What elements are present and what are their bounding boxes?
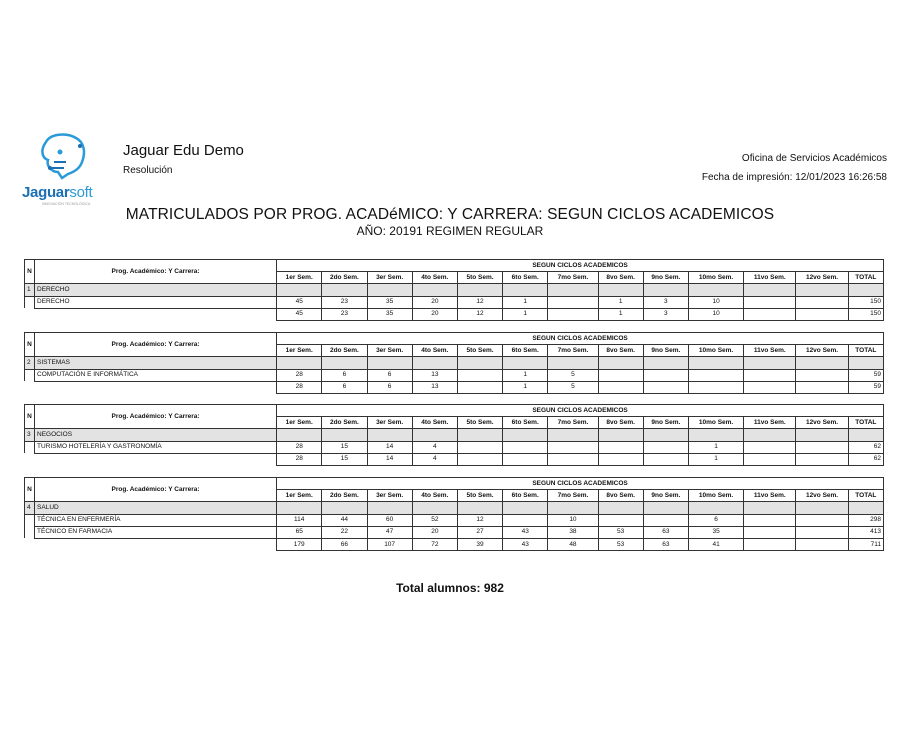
program-table <box>24 404 884 466</box>
cycle-value: 60 <box>367 514 412 526</box>
row-number-cell <box>25 441 35 453</box>
col-header-cycle: 12vo Sem. <box>796 272 848 284</box>
table-header-row <box>25 478 884 490</box>
jaguar-head-icon <box>36 132 96 184</box>
subtotal-row <box>25 308 884 320</box>
col-header-total: TOTAL <box>848 345 883 357</box>
category-row <box>25 357 884 369</box>
cycle-value: 44 <box>322 514 367 526</box>
empty-cell <box>503 284 548 296</box>
career-name: TURISMO HOTELERÍA Y GASTRONOMÍA <box>35 441 277 453</box>
table-row <box>25 296 884 308</box>
empty-cell <box>548 429 598 441</box>
subtotal-value: 5 <box>548 381 598 393</box>
category-row <box>25 502 884 514</box>
empty-cell <box>367 429 412 441</box>
row-number-cell <box>25 514 35 526</box>
col-header-cycle: 10mo Sem. <box>688 272 743 284</box>
cycle-value: 1 <box>503 369 548 381</box>
cycle-value: 28 <box>277 369 322 381</box>
cycle-value: 27 <box>457 526 502 538</box>
col-header-cycle: 1er Sem. <box>277 345 322 357</box>
logo-tagline: INNOVACIÓN TECNOLÓGICA <box>42 202 91 206</box>
cycle-value: 53 <box>598 526 643 538</box>
subtotal-value: 23 <box>322 308 367 320</box>
category-number: 3 <box>25 429 35 441</box>
subtotal-value <box>598 453 643 465</box>
program-table <box>24 259 884 321</box>
cycle-value: 114 <box>277 514 322 526</box>
blank-cell <box>35 453 277 465</box>
subtotal-value: 1 <box>688 453 743 465</box>
col-header-cycle: 2do Sem. <box>322 417 367 429</box>
cycle-value: 3 <box>643 296 688 308</box>
col-header-cycle: 7mo Sem. <box>548 490 598 502</box>
subtotal-value <box>598 381 643 393</box>
table-row <box>25 441 884 453</box>
row-total: 59 <box>848 369 883 381</box>
col-header-cycle: 9no Sem. <box>643 345 688 357</box>
subtotal-value <box>643 453 688 465</box>
empty-cell <box>796 502 848 514</box>
subtotal-value: 63 <box>643 538 688 550</box>
subtotal-value: 14 <box>367 453 412 465</box>
empty-cell <box>744 284 796 296</box>
empty-cell <box>412 429 457 441</box>
empty-cell <box>848 284 883 296</box>
cycle-value: 38 <box>548 526 598 538</box>
subtotal-value <box>643 381 688 393</box>
col-header-cycle: 6to Sem. <box>503 272 548 284</box>
empty-cell <box>412 357 457 369</box>
career-name: TÉCNICA EN ENFERMERÍA <box>35 514 277 526</box>
subtotal-value <box>796 453 848 465</box>
cycle-value <box>457 369 502 381</box>
cycle-value: 28 <box>277 441 322 453</box>
empty-cell <box>796 429 848 441</box>
company-name: Jaguar Edu Demo <box>123 142 244 159</box>
cycle-value: 63 <box>643 526 688 538</box>
report-header <box>0 128 900 208</box>
subtotal-value <box>744 308 796 320</box>
subtotal-total: 62 <box>848 453 883 465</box>
cycle-value: 6 <box>367 369 412 381</box>
empty-cell <box>503 502 548 514</box>
col-header-cycle: 7mo Sem. <box>548 345 598 357</box>
cycle-value <box>688 369 743 381</box>
cycle-value: 1 <box>598 296 643 308</box>
empty-cell <box>643 429 688 441</box>
cycle-value <box>548 441 598 453</box>
subtotal-value: 28 <box>277 381 322 393</box>
empty-cell <box>457 284 502 296</box>
col-header-n: N <box>25 260 35 284</box>
subtotal-value <box>457 381 502 393</box>
subtotal-value: 72 <box>412 538 457 550</box>
subtotal-value <box>548 308 598 320</box>
category-name: SALUD <box>35 502 277 514</box>
cycle-value: 43 <box>503 526 548 538</box>
cycle-value: 6 <box>688 514 743 526</box>
col-header-cycle: 7mo Sem. <box>548 272 598 284</box>
cycle-value <box>548 296 598 308</box>
subtotal-value: 15 <box>322 453 367 465</box>
table-row <box>25 526 884 538</box>
cycle-value <box>503 441 548 453</box>
cycle-value: 13 <box>412 369 457 381</box>
col-header-cycle: 6to Sem. <box>503 490 548 502</box>
career-name: DERECHO <box>35 296 277 308</box>
empty-cell <box>643 284 688 296</box>
empty-cell <box>643 502 688 514</box>
subtotal-value <box>796 538 848 550</box>
col-header-cycle: 6to Sem. <box>503 417 548 429</box>
subtotal-row <box>25 453 884 465</box>
subtotal-value <box>744 538 796 550</box>
cycle-value <box>503 514 548 526</box>
col-header-cycle: 12vo Sem. <box>796 345 848 357</box>
col-header-cycle: 12vo Sem. <box>796 490 848 502</box>
subtotal-value: 20 <box>412 308 457 320</box>
col-header-cycle: 9no Sem. <box>643 490 688 502</box>
category-number: 2 <box>25 357 35 369</box>
empty-cell <box>848 502 883 514</box>
category-name: NEGOCIOS <box>35 429 277 441</box>
empty-cell <box>322 502 367 514</box>
cycle-value <box>796 369 848 381</box>
col-header-cycle: 3er Sem. <box>367 272 412 284</box>
empty-cell <box>412 284 457 296</box>
col-header-cycle: 9no Sem. <box>643 272 688 284</box>
empty-cell <box>688 357 743 369</box>
blank-cell <box>25 381 35 393</box>
col-header-cycle: 5to Sem. <box>457 490 502 502</box>
col-header-n: N <box>25 405 35 429</box>
empty-cell <box>598 502 643 514</box>
row-number-cell <box>25 526 35 538</box>
subtotal-total: 150 <box>848 308 883 320</box>
row-total: 413 <box>848 526 883 538</box>
cycle-value: 10 <box>548 514 598 526</box>
subtotal-value <box>796 381 848 393</box>
blank-cell <box>35 381 277 393</box>
empty-cell <box>457 429 502 441</box>
col-header-cycle: 2do Sem. <box>322 490 367 502</box>
category-name: DERECHO <box>35 284 277 296</box>
subtotal-value: 48 <box>548 538 598 550</box>
table-header-row <box>25 260 884 272</box>
col-header-cycle: 5to Sem. <box>457 345 502 357</box>
empty-cell <box>598 429 643 441</box>
cycle-value: 15 <box>322 441 367 453</box>
subtotal-value: 43 <box>503 538 548 550</box>
col-header-cycle: 8vo Sem. <box>598 272 643 284</box>
row-total: 62 <box>848 441 883 453</box>
empty-cell <box>848 429 883 441</box>
blank-cell <box>35 538 277 550</box>
empty-cell <box>367 357 412 369</box>
cycle-value <box>796 514 848 526</box>
subtotal-value: 179 <box>277 538 322 550</box>
table-row <box>25 514 884 526</box>
subtotal-value: 39 <box>457 538 502 550</box>
cycle-value: 12 <box>457 514 502 526</box>
col-header-cycle: 4to Sem. <box>412 417 457 429</box>
category-name: SISTEMAS <box>35 357 277 369</box>
empty-cell <box>548 357 598 369</box>
cycle-value: 1 <box>688 441 743 453</box>
subtotal-value <box>688 381 743 393</box>
table-header-row <box>25 405 884 417</box>
category-row <box>25 429 884 441</box>
subtotal-value <box>503 453 548 465</box>
subtotal-value: 1 <box>503 308 548 320</box>
cycle-value: 20 <box>412 526 457 538</box>
subtotal-value: 66 <box>322 538 367 550</box>
col-header-cycle: 11vo Sem. <box>744 272 796 284</box>
subtotal-value: 53 <box>598 538 643 550</box>
cycle-value: 45 <box>277 296 322 308</box>
col-header-cycle: 3er Sem. <box>367 490 412 502</box>
col-header-cycle: 8vo Sem. <box>598 345 643 357</box>
cycle-value <box>598 441 643 453</box>
empty-cell <box>548 502 598 514</box>
blank-cell <box>35 308 277 320</box>
empty-cell <box>457 502 502 514</box>
row-number-cell <box>25 369 35 381</box>
empty-cell <box>457 357 502 369</box>
empty-cell <box>796 284 848 296</box>
row-total: 150 <box>848 296 883 308</box>
col-header-cycle: 7mo Sem. <box>548 417 598 429</box>
empty-cell <box>643 357 688 369</box>
row-total: 298 <box>848 514 883 526</box>
col-header-cycle: 4to Sem. <box>412 345 457 357</box>
document-type: Resolución <box>123 165 173 176</box>
subtotal-value: 28 <box>277 453 322 465</box>
table-header-row <box>25 333 884 345</box>
col-header-n: N <box>25 478 35 502</box>
jaguarsoft-logo <box>22 132 108 208</box>
empty-cell <box>598 284 643 296</box>
cycle-value <box>744 369 796 381</box>
empty-cell <box>322 284 367 296</box>
empty-cell <box>744 429 796 441</box>
career-name: TÉCNICO EN FARMACIA <box>35 526 277 538</box>
cycle-value <box>796 296 848 308</box>
col-header-cycle: 6to Sem. <box>503 345 548 357</box>
empty-cell <box>548 284 598 296</box>
col-header-cycle: 1er Sem. <box>277 272 322 284</box>
cycle-value: 5 <box>548 369 598 381</box>
category-number: 1 <box>25 284 35 296</box>
cycle-value: 65 <box>277 526 322 538</box>
cycle-value: 1 <box>503 296 548 308</box>
program-table <box>24 477 884 551</box>
col-header-program: Prog. Académico: Y Carrera: <box>35 260 277 284</box>
col-header-cycle: 10mo Sem. <box>688 490 743 502</box>
empty-cell <box>688 429 743 441</box>
empty-cell <box>277 284 322 296</box>
print-date: Fecha de impresión: 12/01/2023 16:26:58 <box>701 172 887 183</box>
subtotal-value: 1 <box>503 381 548 393</box>
report-subtitle: AÑO: 20191 REGIMEN REGULAR <box>356 224 544 238</box>
col-header-n: N <box>25 333 35 357</box>
cycle-value <box>796 526 848 538</box>
col-header-cycle: 4to Sem. <box>412 490 457 502</box>
cycle-value <box>457 441 502 453</box>
empty-cell <box>277 357 322 369</box>
col-header-cycle: 4to Sem. <box>412 272 457 284</box>
subtotal-value: 12 <box>457 308 502 320</box>
empty-cell <box>744 357 796 369</box>
cycle-value <box>796 441 848 453</box>
col-header-cycle: 11vo Sem. <box>744 490 796 502</box>
subtotal-row <box>25 538 884 550</box>
subtotal-value: 35 <box>367 308 412 320</box>
subtotal-value: 1 <box>598 308 643 320</box>
empty-cell <box>688 284 743 296</box>
career-name: COMPUTACIÓN E INFORMÁTICA <box>35 369 277 381</box>
empty-cell <box>688 502 743 514</box>
empty-cell <box>598 357 643 369</box>
empty-cell <box>412 502 457 514</box>
empty-cell <box>744 502 796 514</box>
cycle-value: 20 <box>412 296 457 308</box>
col-header-group: SEGUN CICLOS ACADEMICOS <box>277 478 884 490</box>
cycle-value: 12 <box>457 296 502 308</box>
col-header-group: SEGUN CICLOS ACADEMICOS <box>277 260 884 272</box>
cycle-value <box>744 441 796 453</box>
empty-cell <box>322 357 367 369</box>
subtotal-row <box>25 381 884 393</box>
cycle-value <box>744 526 796 538</box>
subtotal-value <box>548 453 598 465</box>
subtotal-value: 4 <box>412 453 457 465</box>
subtotal-value: 3 <box>643 308 688 320</box>
col-header-program: Prog. Académico: Y Carrera: <box>35 405 277 429</box>
col-header-cycle: 10mo Sem. <box>688 417 743 429</box>
table-row <box>25 369 884 381</box>
subtotal-value: 45 <box>277 308 322 320</box>
category-row <box>25 284 884 296</box>
col-header-cycle: 1er Sem. <box>277 417 322 429</box>
blank-cell <box>25 538 35 550</box>
col-header-cycle: 3er Sem. <box>367 345 412 357</box>
logo-wordmark: Jaguarsoft <box>22 184 93 201</box>
col-header-cycle: 2do Sem. <box>322 345 367 357</box>
col-header-cycle: 11vo Sem. <box>744 345 796 357</box>
subtotal-total: 711 <box>848 538 883 550</box>
col-header-cycle: 11vo Sem. <box>744 417 796 429</box>
col-header-program: Prog. Académico: Y Carrera: <box>35 333 277 357</box>
office-name: Oficina de Servicios Académicos <box>741 153 887 164</box>
col-header-total: TOTAL <box>848 272 883 284</box>
cycle-value <box>744 296 796 308</box>
col-header-total: TOTAL <box>848 490 883 502</box>
empty-cell <box>503 429 548 441</box>
subtotal-value <box>744 381 796 393</box>
cycle-value: 10 <box>688 296 743 308</box>
col-header-cycle: 10mo Sem. <box>688 345 743 357</box>
cycle-value: 52 <box>412 514 457 526</box>
col-header-group: SEGUN CICLOS ACADEMICOS <box>277 405 884 417</box>
row-number-cell <box>25 296 35 308</box>
subtotal-value: 6 <box>367 381 412 393</box>
cycle-value: 4 <box>412 441 457 453</box>
cycle-value <box>598 514 643 526</box>
subtotal-total: 59 <box>848 381 883 393</box>
cycle-value <box>598 369 643 381</box>
col-header-cycle: 5to Sem. <box>457 417 502 429</box>
subtotal-value: 41 <box>688 538 743 550</box>
subtotal-value <box>796 308 848 320</box>
empty-cell <box>277 502 322 514</box>
cycle-value: 23 <box>322 296 367 308</box>
blank-cell <box>25 308 35 320</box>
cycle-value <box>643 514 688 526</box>
cycle-value <box>643 441 688 453</box>
col-header-total: TOTAL <box>848 417 883 429</box>
subtotal-value <box>457 453 502 465</box>
subtotal-value: 10 <box>688 308 743 320</box>
subtotal-value: 6 <box>322 381 367 393</box>
cycle-value: 47 <box>367 526 412 538</box>
col-header-cycle: 5to Sem. <box>457 272 502 284</box>
subtotal-value: 13 <box>412 381 457 393</box>
col-header-cycle: 12vo Sem. <box>796 417 848 429</box>
program-table <box>24 332 884 394</box>
col-header-program: Prog. Académico: Y Carrera: <box>35 478 277 502</box>
cycle-value: 6 <box>322 369 367 381</box>
empty-cell <box>367 502 412 514</box>
col-header-cycle: 2do Sem. <box>322 272 367 284</box>
col-header-cycle: 8vo Sem. <box>598 490 643 502</box>
cycle-value <box>643 369 688 381</box>
empty-cell <box>796 357 848 369</box>
cycle-value: 35 <box>688 526 743 538</box>
empty-cell <box>277 429 322 441</box>
cycle-value <box>744 514 796 526</box>
subtotal-value: 107 <box>367 538 412 550</box>
empty-cell <box>503 357 548 369</box>
subtotal-value <box>744 453 796 465</box>
empty-cell <box>367 284 412 296</box>
col-header-cycle: 1er Sem. <box>277 490 322 502</box>
report-title: MATRICULADOS POR PROG. ACADéMICO: Y CARRERA: SEGUN CICLOS ACADEMICOS <box>125 206 775 223</box>
empty-cell <box>322 429 367 441</box>
empty-cell <box>848 357 883 369</box>
total-students: Total alumnos: 982 <box>396 581 504 595</box>
category-number: 4 <box>25 502 35 514</box>
cycle-value: 22 <box>322 526 367 538</box>
col-header-cycle: 9no Sem. <box>643 417 688 429</box>
col-header-group: SEGUN CICLOS ACADEMICOS <box>277 333 884 345</box>
cycle-value: 14 <box>367 441 412 453</box>
col-header-cycle: 3er Sem. <box>367 417 412 429</box>
blank-cell <box>25 453 35 465</box>
col-header-cycle: 8vo Sem. <box>598 417 643 429</box>
cycle-value: 35 <box>367 296 412 308</box>
